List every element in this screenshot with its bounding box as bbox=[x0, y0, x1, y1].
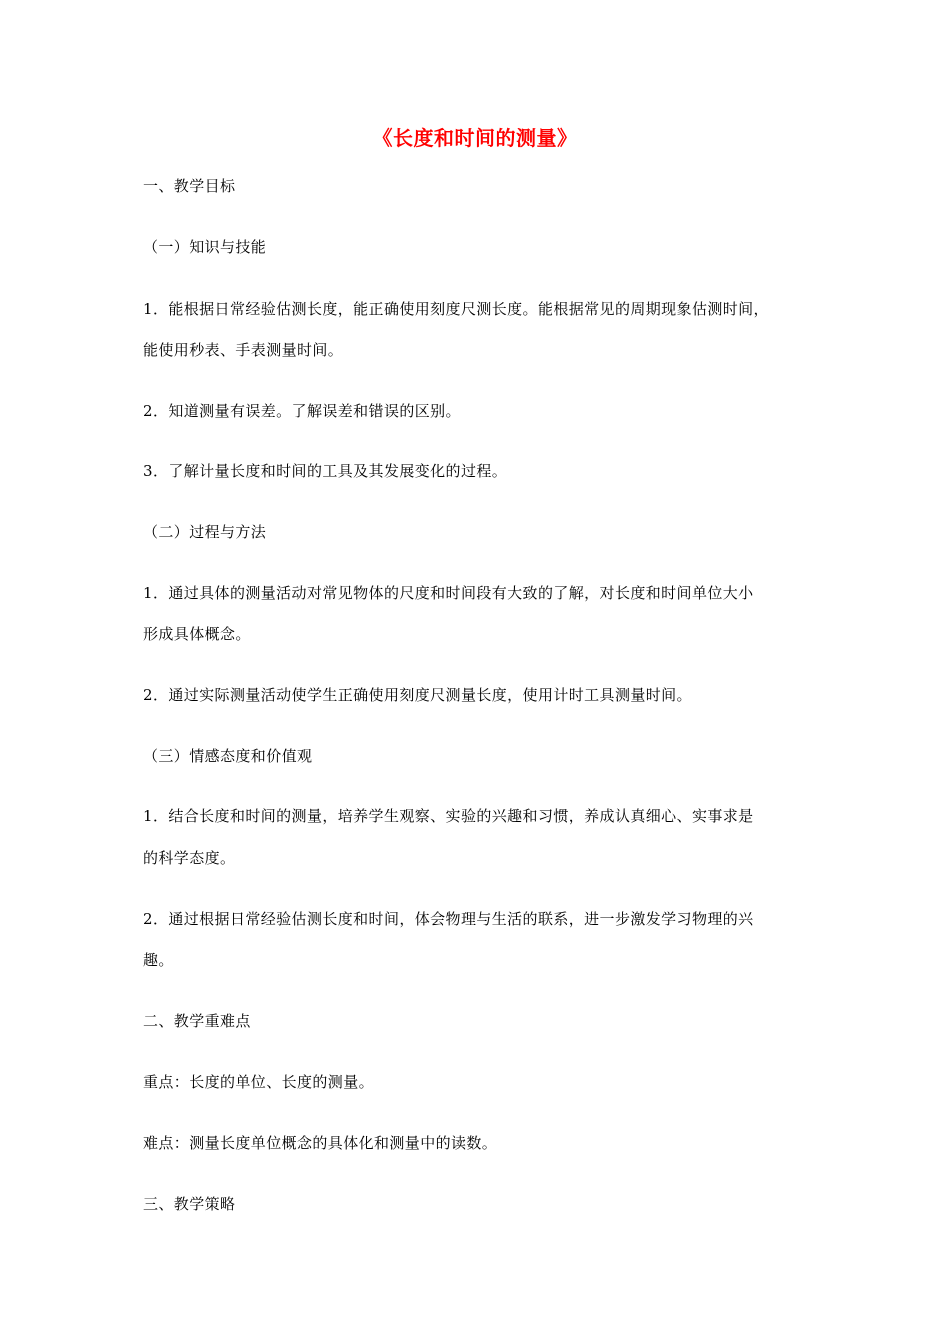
paragraph-line: 趣。 bbox=[143, 951, 174, 969]
section-heading-teaching-strategy: 三、教学策略 bbox=[143, 1195, 236, 1213]
section-heading-teaching-goals: 一、教学目标 bbox=[143, 177, 236, 195]
subsection-heading-process-methods: （二）过程与方法 bbox=[143, 523, 267, 541]
subsection-heading-knowledge-skills: （一）知识与技能 bbox=[143, 238, 267, 256]
paragraph-line: 2．知道测量有误差。了解误差和错误的区别。 bbox=[143, 402, 461, 420]
paragraph-line: 1．能根据日常经验估测长度，能正确使用刻度尺测长度。能根据常见的周期现象估测时间， bbox=[143, 300, 769, 318]
subsection-heading-attitudes-values: （三）情感态度和价值观 bbox=[143, 747, 313, 765]
document-title: 《长度和时间的测量》 bbox=[372, 126, 578, 150]
paragraph-line: 2．通过根据日常经验估测长度和时间，体会物理与生活的联系，进一步激发学习物理的兴 bbox=[143, 910, 754, 928]
paragraph-line: 1．通过具体的测量活动对常见物体的尺度和时间段有大致的了解，对长度和时间单位大小 bbox=[143, 584, 754, 602]
paragraph-line: 的科学态度。 bbox=[143, 849, 236, 867]
paragraph-line: 难点：测量长度单位概念的具体化和测量中的读数。 bbox=[143, 1134, 498, 1152]
section-heading-key-points: 二、教学重难点 bbox=[143, 1012, 251, 1030]
paragraph-line: 形成具体概念。 bbox=[143, 625, 251, 643]
paragraph-line: 1．结合长度和时间的测量，培养学生观察、实验的兴趣和习惯，养成认真细心、实事求是 bbox=[143, 807, 754, 825]
paragraph-line: 能使用秒表、手表测量时间。 bbox=[143, 341, 344, 359]
paragraph-line: 重点：长度的单位、长度的测量。 bbox=[143, 1073, 375, 1091]
paragraph-line: 3．了解计量长度和时间的工具及其发展变化的过程。 bbox=[143, 462, 508, 480]
paragraph-line: 2．通过实际测量活动使学生正确使用刻度尺测量长度，使用计时工具测量时间。 bbox=[143, 686, 692, 704]
